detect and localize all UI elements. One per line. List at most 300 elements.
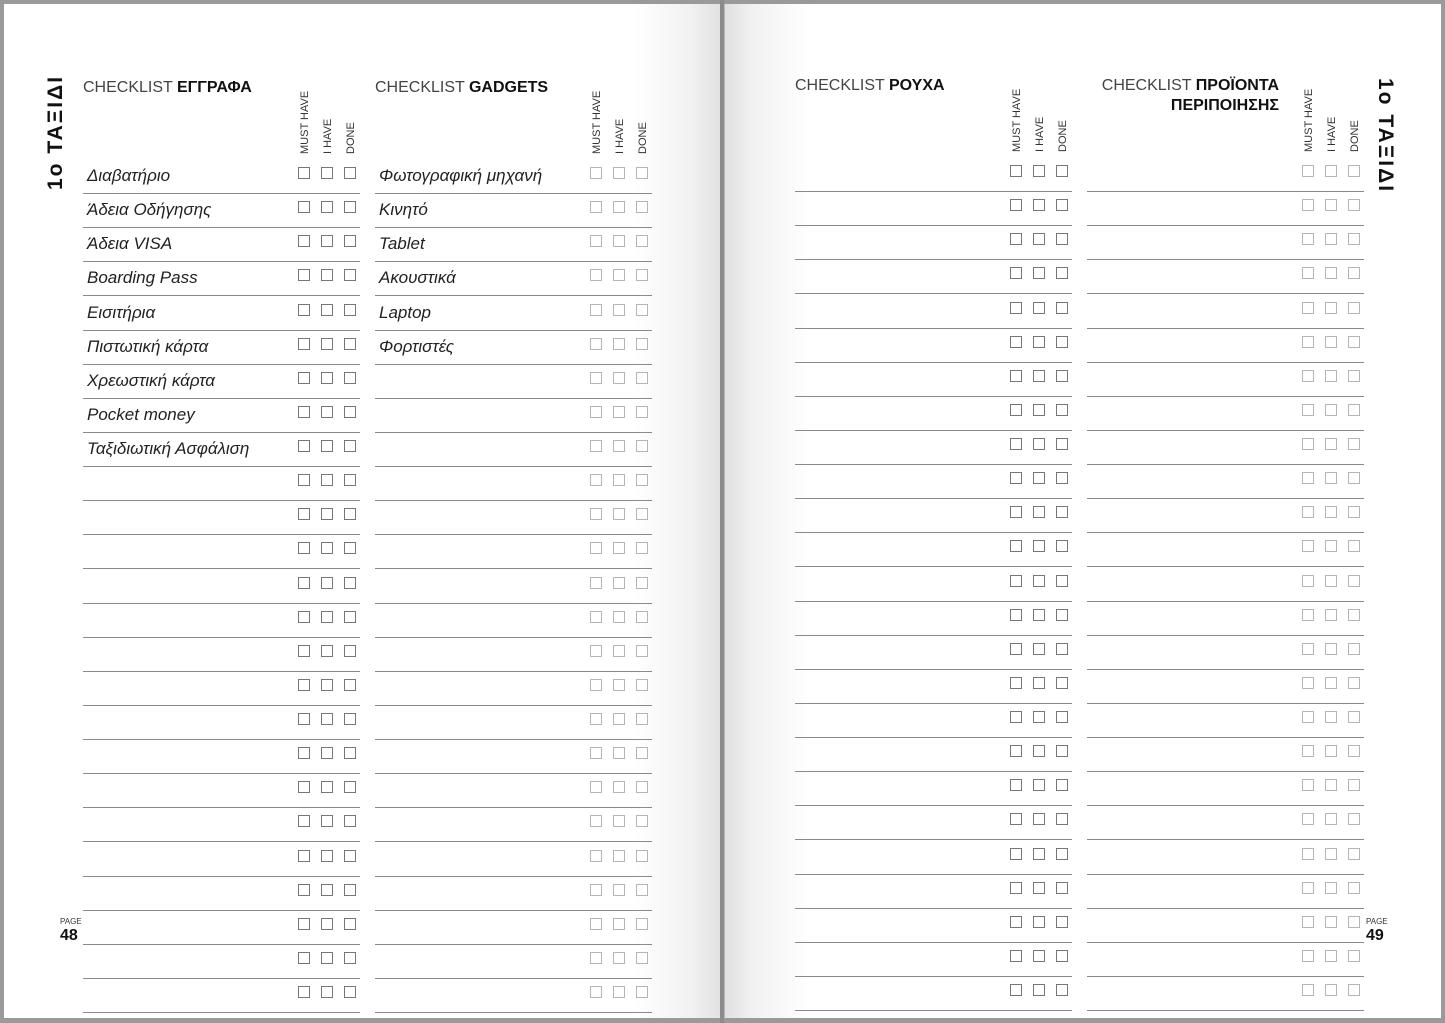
checkbox-i-have[interactable]: [1033, 267, 1045, 279]
checkbox-must-have[interactable]: [298, 304, 310, 316]
checkbox-must-have[interactable]: [1010, 575, 1022, 587]
checklist-item-label[interactable]: Φωτογραφική μηχανή: [379, 166, 543, 185]
checkbox-i-have[interactable]: [1325, 506, 1337, 518]
checkbox-must-have[interactable]: [1010, 779, 1022, 791]
checkbox-i-have[interactable]: [1325, 882, 1337, 894]
checkbox-done[interactable]: [344, 577, 356, 589]
checkbox-done[interactable]: [636, 850, 648, 862]
checkbox-done[interactable]: [636, 406, 648, 418]
checkbox-i-have[interactable]: [1325, 779, 1337, 791]
checkbox-done[interactable]: [636, 986, 648, 998]
checkbox-done[interactable]: [1056, 336, 1068, 348]
checkbox-done[interactable]: [344, 713, 356, 725]
checkbox-i-have[interactable]: [1325, 813, 1337, 825]
checkbox-done[interactable]: [1348, 506, 1360, 518]
checkbox-done[interactable]: [344, 304, 356, 316]
checkbox-done[interactable]: [1056, 233, 1068, 245]
checkbox-must-have[interactable]: [590, 508, 602, 520]
checklist-item-label[interactable]: Διαβατήριο: [87, 166, 171, 185]
checkbox-done[interactable]: [636, 372, 648, 384]
checkbox-done[interactable]: [344, 338, 356, 350]
checkbox-done[interactable]: [1348, 882, 1360, 894]
checkbox-must-have[interactable]: [1010, 540, 1022, 552]
checkbox-must-have[interactable]: [590, 201, 602, 213]
checkbox-i-have[interactable]: [321, 986, 333, 998]
checkbox-must-have[interactable]: [1010, 643, 1022, 655]
checkbox-i-have[interactable]: [321, 235, 333, 247]
checkbox-i-have[interactable]: [613, 508, 625, 520]
checkbox-must-have[interactable]: [1302, 540, 1314, 552]
checkbox-must-have[interactable]: [298, 884, 310, 896]
checkbox-i-have[interactable]: [321, 440, 333, 452]
checkbox-must-have[interactable]: [1010, 609, 1022, 621]
checkbox-i-have[interactable]: [613, 850, 625, 862]
checkbox-must-have[interactable]: [590, 918, 602, 930]
checkbox-i-have[interactable]: [321, 372, 333, 384]
checkbox-must-have[interactable]: [1010, 745, 1022, 757]
checkbox-must-have[interactable]: [298, 269, 310, 281]
checkbox-done[interactable]: [1056, 916, 1068, 928]
checkbox-done[interactable]: [1348, 711, 1360, 723]
checkbox-must-have[interactable]: [1010, 506, 1022, 518]
checkbox-i-have[interactable]: [321, 747, 333, 759]
checkbox-done[interactable]: [344, 850, 356, 862]
checkbox-done[interactable]: [1348, 370, 1360, 382]
checklist-item-label[interactable]: Pocket money: [87, 404, 195, 424]
checkbox-i-have[interactable]: [613, 986, 625, 998]
checkbox-i-have[interactable]: [1325, 370, 1337, 382]
checkbox-i-have[interactable]: [613, 372, 625, 384]
checkbox-must-have[interactable]: [298, 338, 310, 350]
checkbox-done[interactable]: [1056, 165, 1068, 177]
checkbox-i-have[interactable]: [321, 850, 333, 862]
checkbox-must-have[interactable]: [1010, 984, 1022, 996]
checkbox-i-have[interactable]: [1325, 165, 1337, 177]
checkbox-done[interactable]: [344, 884, 356, 896]
checkbox-i-have[interactable]: [613, 747, 625, 759]
checkbox-must-have[interactable]: [590, 884, 602, 896]
checkbox-i-have[interactable]: [321, 884, 333, 896]
checkbox-must-have[interactable]: [298, 611, 310, 623]
checkbox-i-have[interactable]: [613, 338, 625, 350]
checkbox-done[interactable]: [1348, 267, 1360, 279]
checkbox-done[interactable]: [1348, 575, 1360, 587]
checkbox-must-have[interactable]: [1302, 950, 1314, 962]
checkbox-done[interactable]: [636, 679, 648, 691]
checkbox-i-have[interactable]: [1033, 506, 1045, 518]
checkbox-must-have[interactable]: [590, 304, 602, 316]
checkbox-done[interactable]: [636, 781, 648, 793]
checkbox-done[interactable]: [1348, 336, 1360, 348]
checkbox-must-have[interactable]: [590, 679, 602, 691]
checkbox-done[interactable]: [1056, 848, 1068, 860]
checkbox-must-have[interactable]: [1302, 302, 1314, 314]
checkbox-done[interactable]: [344, 269, 356, 281]
checkbox-done[interactable]: [636, 269, 648, 281]
checklist-item-label[interactable]: Boarding Pass: [87, 268, 198, 288]
checkbox-must-have[interactable]: [1302, 916, 1314, 928]
checkbox-i-have[interactable]: [1325, 609, 1337, 621]
checkbox-must-have[interactable]: [590, 406, 602, 418]
checkbox-must-have[interactable]: [298, 542, 310, 554]
checkbox-done[interactable]: [1056, 984, 1068, 996]
checkbox-done[interactable]: [1056, 267, 1068, 279]
checkbox-must-have[interactable]: [298, 167, 310, 179]
checkbox-must-have[interactable]: [590, 645, 602, 657]
checklist-item-label[interactable]: Εισιτήρια: [87, 302, 156, 322]
checkbox-done[interactable]: [636, 304, 648, 316]
checkbox-i-have[interactable]: [613, 440, 625, 452]
checkbox-done[interactable]: [344, 781, 356, 793]
checkbox-i-have[interactable]: [321, 679, 333, 691]
checkbox-must-have[interactable]: [298, 952, 310, 964]
checkbox-must-have[interactable]: [298, 440, 310, 452]
checkbox-must-have[interactable]: [590, 474, 602, 486]
checkbox-i-have[interactable]: [1325, 848, 1337, 860]
checkbox-done[interactable]: [636, 474, 648, 486]
checkbox-i-have[interactable]: [321, 952, 333, 964]
checkbox-i-have[interactable]: [1033, 745, 1045, 757]
checkbox-done[interactable]: [1056, 199, 1068, 211]
checkbox-must-have[interactable]: [298, 406, 310, 418]
checkbox-done[interactable]: [344, 440, 356, 452]
checkbox-i-have[interactable]: [321, 338, 333, 350]
checkbox-must-have[interactable]: [1302, 813, 1314, 825]
checkbox-must-have[interactable]: [1302, 336, 1314, 348]
checkbox-i-have[interactable]: [613, 713, 625, 725]
checkbox-must-have[interactable]: [590, 815, 602, 827]
checkbox-i-have[interactable]: [613, 918, 625, 930]
checkbox-done[interactable]: [636, 201, 648, 213]
checkbox-i-have[interactable]: [321, 815, 333, 827]
checkbox-done[interactable]: [636, 508, 648, 520]
checkbox-done[interactable]: [636, 440, 648, 452]
checkbox-must-have[interactable]: [1302, 643, 1314, 655]
checklist-item-label[interactable]: Χρεωστική κάρτα: [87, 370, 215, 390]
checkbox-must-have[interactable]: [1302, 506, 1314, 518]
checkbox-must-have[interactable]: [1010, 813, 1022, 825]
checkbox-done[interactable]: [344, 167, 356, 179]
checkbox-must-have[interactable]: [590, 372, 602, 384]
checkbox-i-have[interactable]: [1033, 779, 1045, 791]
checkbox-done[interactable]: [1056, 779, 1068, 791]
checkbox-i-have[interactable]: [613, 577, 625, 589]
checkbox-must-have[interactable]: [1010, 677, 1022, 689]
checkbox-must-have[interactable]: [1302, 779, 1314, 791]
checkbox-must-have[interactable]: [1010, 438, 1022, 450]
checkbox-i-have[interactable]: [613, 235, 625, 247]
checkbox-i-have[interactable]: [613, 542, 625, 554]
checkbox-must-have[interactable]: [1010, 848, 1022, 860]
checkbox-must-have[interactable]: [590, 440, 602, 452]
checkbox-done[interactable]: [344, 952, 356, 964]
checkbox-done[interactable]: [1348, 950, 1360, 962]
checkbox-i-have[interactable]: [1325, 472, 1337, 484]
checkbox-must-have[interactable]: [1302, 609, 1314, 621]
checkbox-i-have[interactable]: [613, 611, 625, 623]
checkbox-i-have[interactable]: [613, 781, 625, 793]
checkbox-done[interactable]: [1056, 677, 1068, 689]
checkbox-done[interactable]: [344, 235, 356, 247]
checkbox-must-have[interactable]: [298, 986, 310, 998]
checkbox-done[interactable]: [344, 747, 356, 759]
checkbox-done[interactable]: [636, 235, 648, 247]
checkbox-done[interactable]: [1348, 916, 1360, 928]
checkbox-i-have[interactable]: [1325, 540, 1337, 552]
checkbox-i-have[interactable]: [1033, 575, 1045, 587]
checkbox-done[interactable]: [1348, 404, 1360, 416]
checkbox-must-have[interactable]: [1302, 711, 1314, 723]
checkbox-must-have[interactable]: [590, 747, 602, 759]
checkbox-i-have[interactable]: [1033, 302, 1045, 314]
checkbox-i-have[interactable]: [1033, 370, 1045, 382]
checkbox-done[interactable]: [1056, 813, 1068, 825]
checkbox-must-have[interactable]: [1302, 984, 1314, 996]
checkbox-must-have[interactable]: [590, 952, 602, 964]
checkbox-done[interactable]: [344, 474, 356, 486]
checkbox-i-have[interactable]: [321, 269, 333, 281]
checkbox-must-have[interactable]: [590, 611, 602, 623]
checkbox-done[interactable]: [1348, 302, 1360, 314]
checkbox-must-have[interactable]: [1302, 575, 1314, 587]
checkbox-must-have[interactable]: [1010, 336, 1022, 348]
checkbox-i-have[interactable]: [613, 406, 625, 418]
checkbox-done[interactable]: [636, 611, 648, 623]
checkbox-done[interactable]: [1348, 813, 1360, 825]
checkbox-done[interactable]: [1056, 302, 1068, 314]
checkbox-i-have[interactable]: [321, 201, 333, 213]
checklist-item-label[interactable]: Πιστωτική κάρτα: [87, 336, 209, 356]
checkbox-must-have[interactable]: [1302, 438, 1314, 450]
checkbox-i-have[interactable]: [321, 542, 333, 554]
checkbox-must-have[interactable]: [298, 918, 310, 930]
checkbox-done[interactable]: [636, 747, 648, 759]
checkbox-must-have[interactable]: [1302, 472, 1314, 484]
checkbox-i-have[interactable]: [613, 474, 625, 486]
checkbox-i-have[interactable]: [1033, 438, 1045, 450]
checkbox-i-have[interactable]: [321, 918, 333, 930]
checkbox-done[interactable]: [1056, 643, 1068, 655]
checkbox-must-have[interactable]: [590, 338, 602, 350]
checkbox-must-have[interactable]: [590, 986, 602, 998]
checkbox-must-have[interactable]: [298, 372, 310, 384]
checkbox-i-have[interactable]: [321, 508, 333, 520]
checkbox-done[interactable]: [1056, 540, 1068, 552]
checkbox-must-have[interactable]: [590, 781, 602, 793]
checklist-item-label[interactable]: Ταξιδιωτική Ασφάλιση: [87, 439, 250, 458]
checkbox-i-have[interactable]: [321, 781, 333, 793]
checkbox-done[interactable]: [1056, 609, 1068, 621]
checkbox-done[interactable]: [1348, 848, 1360, 860]
checkbox-i-have[interactable]: [1325, 916, 1337, 928]
checkbox-i-have[interactable]: [1033, 472, 1045, 484]
checkbox-must-have[interactable]: [298, 713, 310, 725]
checkbox-done[interactable]: [636, 542, 648, 554]
checkbox-must-have[interactable]: [1302, 199, 1314, 211]
checkbox-i-have[interactable]: [613, 884, 625, 896]
checkbox-done[interactable]: [1056, 711, 1068, 723]
checkbox-i-have[interactable]: [1033, 199, 1045, 211]
checkbox-done[interactable]: [1348, 643, 1360, 655]
checklist-item-label[interactable]: Tablet: [379, 234, 425, 254]
checkbox-done[interactable]: [636, 645, 648, 657]
checkbox-done[interactable]: [636, 713, 648, 725]
checkbox-must-have[interactable]: [298, 645, 310, 657]
checkbox-must-have[interactable]: [1010, 711, 1022, 723]
checkbox-done[interactable]: [344, 918, 356, 930]
checkbox-must-have[interactable]: [1302, 677, 1314, 689]
checkbox-i-have[interactable]: [321, 611, 333, 623]
checkbox-must-have[interactable]: [1010, 199, 1022, 211]
checkbox-must-have[interactable]: [1302, 848, 1314, 860]
checkbox-i-have[interactable]: [1325, 199, 1337, 211]
checkbox-i-have[interactable]: [613, 952, 625, 964]
checkbox-must-have[interactable]: [1010, 267, 1022, 279]
checkbox-done[interactable]: [636, 577, 648, 589]
checkbox-done[interactable]: [636, 167, 648, 179]
checkbox-i-have[interactable]: [1325, 575, 1337, 587]
checkbox-i-have[interactable]: [1033, 233, 1045, 245]
checkbox-must-have[interactable]: [1010, 472, 1022, 484]
checkbox-done[interactable]: [344, 611, 356, 623]
checkbox-must-have[interactable]: [1302, 882, 1314, 894]
checkbox-must-have[interactable]: [1302, 370, 1314, 382]
checkbox-must-have[interactable]: [1010, 882, 1022, 894]
checkbox-i-have[interactable]: [321, 304, 333, 316]
checkbox-must-have[interactable]: [298, 474, 310, 486]
checkbox-i-have[interactable]: [613, 201, 625, 213]
checklist-item-label[interactable]: Laptop: [379, 302, 431, 322]
checkbox-done[interactable]: [636, 815, 648, 827]
checkbox-must-have[interactable]: [298, 577, 310, 589]
checkbox-i-have[interactable]: [1325, 677, 1337, 689]
checkbox-done[interactable]: [344, 645, 356, 657]
checkbox-must-have[interactable]: [590, 167, 602, 179]
checkbox-done[interactable]: [1056, 745, 1068, 757]
checklist-item-label[interactable]: Άδεια VISA: [87, 234, 173, 254]
checkbox-i-have[interactable]: [1033, 984, 1045, 996]
checkbox-must-have[interactable]: [1010, 233, 1022, 245]
checkbox-i-have[interactable]: [1033, 950, 1045, 962]
checkbox-i-have[interactable]: [1325, 336, 1337, 348]
checkbox-must-have[interactable]: [590, 542, 602, 554]
checklist-item-label[interactable]: Άδεια Οδήγησης: [87, 200, 212, 220]
checkbox-done[interactable]: [1348, 438, 1360, 450]
checkbox-done[interactable]: [636, 918, 648, 930]
checkbox-done[interactable]: [344, 542, 356, 554]
checklist-item-label[interactable]: Κινητό: [379, 200, 428, 220]
checkbox-i-have[interactable]: [1033, 848, 1045, 860]
checkbox-must-have[interactable]: [1010, 165, 1022, 177]
checkbox-i-have[interactable]: [1033, 540, 1045, 552]
checkbox-i-have[interactable]: [1033, 711, 1045, 723]
checkbox-done[interactable]: [344, 201, 356, 213]
checkbox-must-have[interactable]: [298, 201, 310, 213]
checkbox-done[interactable]: [1348, 233, 1360, 245]
checkbox-done[interactable]: [1056, 575, 1068, 587]
checkbox-done[interactable]: [344, 372, 356, 384]
checkbox-must-have[interactable]: [1302, 267, 1314, 279]
checkbox-i-have[interactable]: [613, 269, 625, 281]
checkbox-must-have[interactable]: [1010, 404, 1022, 416]
checkbox-must-have[interactable]: [298, 235, 310, 247]
checkbox-must-have[interactable]: [1302, 745, 1314, 757]
checkbox-must-have[interactable]: [298, 781, 310, 793]
checkbox-i-have[interactable]: [613, 679, 625, 691]
checkbox-i-have[interactable]: [1325, 984, 1337, 996]
checkbox-i-have[interactable]: [1033, 609, 1045, 621]
checkbox-done[interactable]: [1348, 540, 1360, 552]
checkbox-must-have[interactable]: [590, 713, 602, 725]
checkbox-done[interactable]: [1056, 370, 1068, 382]
checkbox-done[interactable]: [1056, 882, 1068, 894]
checkbox-i-have[interactable]: [1033, 882, 1045, 894]
checkbox-done[interactable]: [344, 679, 356, 691]
checkbox-must-have[interactable]: [590, 269, 602, 281]
checkbox-done[interactable]: [1056, 950, 1068, 962]
checkbox-i-have[interactable]: [321, 406, 333, 418]
checkbox-i-have[interactable]: [613, 304, 625, 316]
checkbox-must-have[interactable]: [590, 850, 602, 862]
checkbox-i-have[interactable]: [1033, 336, 1045, 348]
checkbox-i-have[interactable]: [321, 645, 333, 657]
checkbox-done[interactable]: [1348, 745, 1360, 757]
checkbox-i-have[interactable]: [1033, 165, 1045, 177]
checkbox-i-have[interactable]: [1325, 643, 1337, 655]
checkbox-done[interactable]: [1056, 506, 1068, 518]
checkbox-done[interactable]: [1348, 984, 1360, 996]
checkbox-i-have[interactable]: [1325, 438, 1337, 450]
checkbox-done[interactable]: [344, 986, 356, 998]
checkbox-i-have[interactable]: [1325, 233, 1337, 245]
checkbox-i-have[interactable]: [613, 645, 625, 657]
checkbox-i-have[interactable]: [1325, 302, 1337, 314]
checkbox-must-have[interactable]: [1010, 916, 1022, 928]
checklist-item-label[interactable]: Ακουστικά: [379, 268, 456, 288]
checkbox-i-have[interactable]: [1033, 643, 1045, 655]
checkbox-i-have[interactable]: [1325, 404, 1337, 416]
checkbox-done[interactable]: [1348, 472, 1360, 484]
checkbox-must-have[interactable]: [298, 679, 310, 691]
checkbox-done[interactable]: [636, 952, 648, 964]
checkbox-done[interactable]: [1348, 779, 1360, 791]
checkbox-done[interactable]: [344, 815, 356, 827]
checkbox-i-have[interactable]: [1033, 916, 1045, 928]
checkbox-must-have[interactable]: [590, 235, 602, 247]
checkbox-done[interactable]: [636, 338, 648, 350]
checkbox-done[interactable]: [1348, 165, 1360, 177]
checkbox-i-have[interactable]: [321, 167, 333, 179]
checkbox-must-have[interactable]: [1010, 950, 1022, 962]
checkbox-must-have[interactable]: [298, 850, 310, 862]
checkbox-i-have[interactable]: [1033, 813, 1045, 825]
checkbox-done[interactable]: [344, 508, 356, 520]
checkbox-done[interactable]: [636, 884, 648, 896]
checkbox-i-have[interactable]: [321, 474, 333, 486]
checkbox-done[interactable]: [1348, 677, 1360, 689]
checkbox-i-have[interactable]: [1325, 950, 1337, 962]
checkbox-must-have[interactable]: [298, 508, 310, 520]
checkbox-must-have[interactable]: [1010, 370, 1022, 382]
checkbox-done[interactable]: [1348, 199, 1360, 211]
checkbox-done[interactable]: [1056, 438, 1068, 450]
checkbox-done[interactable]: [1056, 404, 1068, 416]
checkbox-i-have[interactable]: [1325, 745, 1337, 757]
checkbox-i-have[interactable]: [1033, 677, 1045, 689]
checkbox-done[interactable]: [344, 406, 356, 418]
checkbox-must-have[interactable]: [1302, 165, 1314, 177]
checkbox-i-have[interactable]: [613, 167, 625, 179]
